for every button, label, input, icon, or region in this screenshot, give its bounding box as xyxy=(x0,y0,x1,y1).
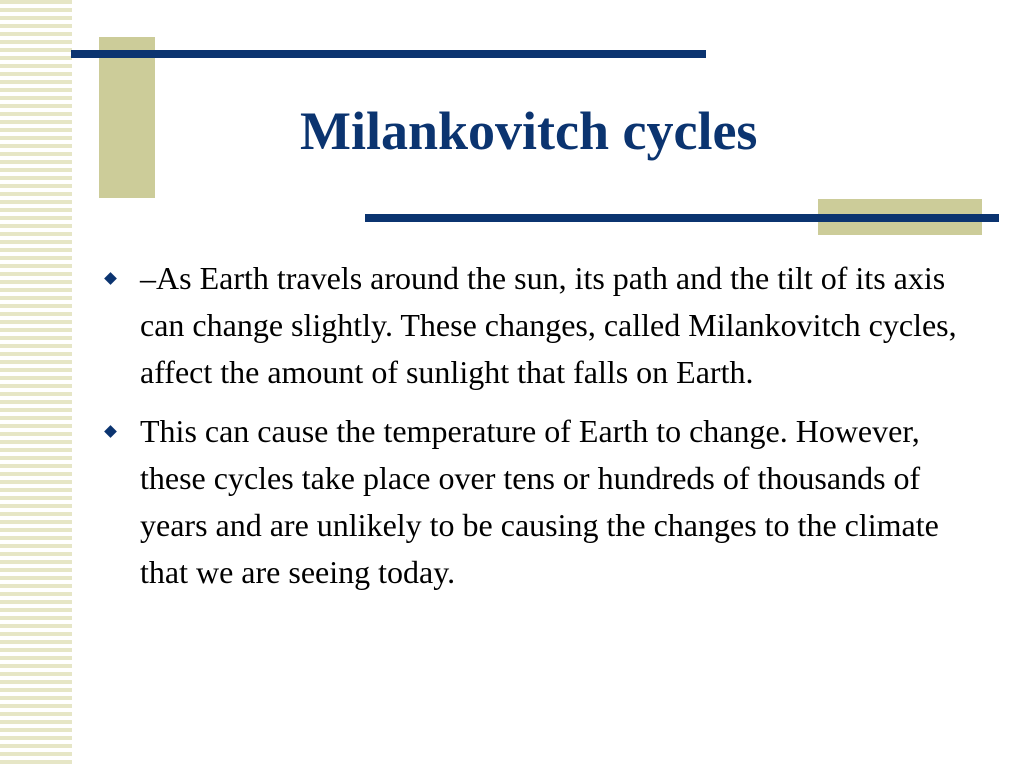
bullet-item-2 xyxy=(100,408,970,596)
bullet-list xyxy=(100,255,970,608)
title-rule-top xyxy=(71,50,706,58)
decorative-stripes xyxy=(0,0,72,768)
slide-title: Milankovitch cycles xyxy=(300,101,758,161)
diamond-bullet-icon xyxy=(104,425,117,438)
bullet-text-2: This can cause the temperature of Earth to change. However, these cycles take place over tens or hundreds of thousands of years and are unlikely to be causing the changes to the climate that we are seeing today. xyxy=(140,413,939,590)
diamond-bullet-icon xyxy=(104,272,117,285)
title-accent-block-left xyxy=(99,37,155,198)
title-rule-bottom xyxy=(365,214,999,222)
bullet-item-1 xyxy=(100,255,970,396)
bullet-text-1: –As Earth travels around the sun, its path and the tilt of its axis can change slightly. These changes, called Milankovitch cycles, affect the amount of sunlight that falls on Earth. xyxy=(140,260,957,390)
